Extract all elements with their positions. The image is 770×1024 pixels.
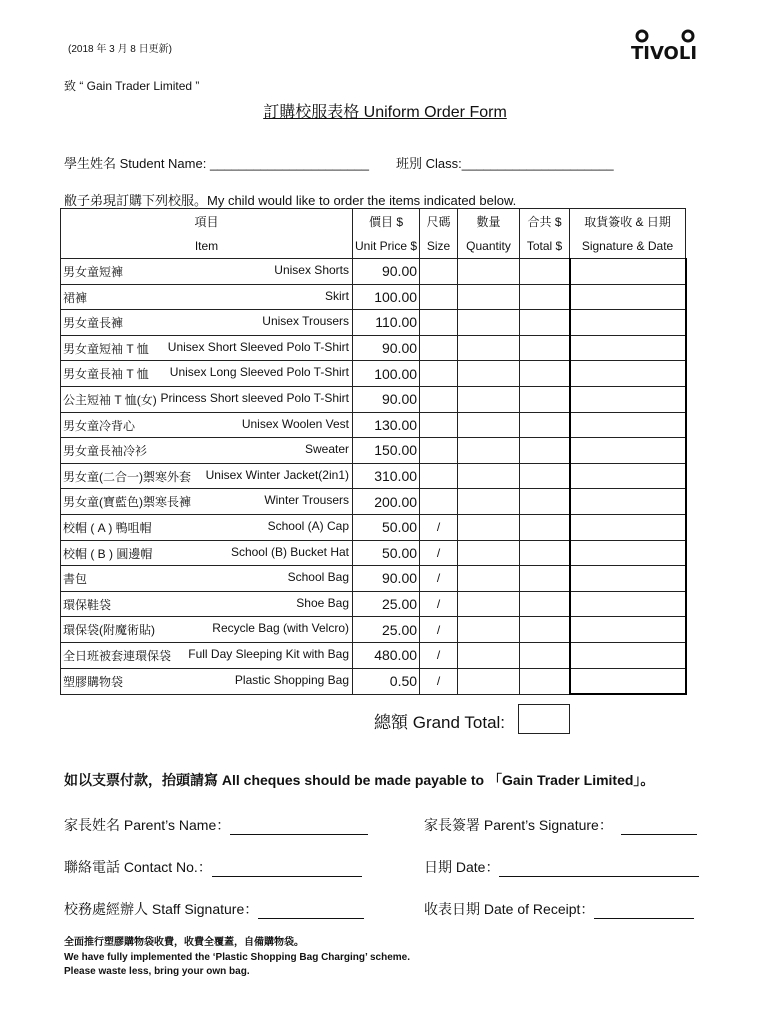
date-field[interactable]: 日期 Date： — [424, 857, 699, 877]
header-sig-en: Signature & Date — [570, 233, 686, 259]
signature-date-cell[interactable] — [570, 310, 686, 336]
signature-date-cell[interactable] — [570, 463, 686, 489]
table-row — [61, 514, 686, 540]
quantity-cell[interactable] — [458, 335, 520, 361]
size-cell[interactable] — [420, 284, 458, 310]
total-cell[interactable] — [520, 668, 570, 694]
item-name-en: Unisex Short Sleeved Polo T-Shirt — [167, 339, 349, 354]
table-row — [61, 284, 686, 310]
item-name-zh: 男女童(二合一)禦寒外套 — [63, 469, 191, 484]
total-cell[interactable] — [520, 335, 570, 361]
header-total-zh: 合共 $ — [520, 209, 570, 234]
quantity-cell[interactable] — [458, 463, 520, 489]
signature-date-cell[interactable] — [570, 540, 686, 566]
unit-price: 480.00 — [353, 642, 420, 668]
item-name-en: Recycle Bag (with Velcro) — [212, 621, 349, 636]
signature-date-cell[interactable] — [570, 591, 686, 617]
size-cell[interactable]: / — [420, 540, 458, 566]
signature-date-cell[interactable] — [570, 284, 686, 310]
size-cell[interactable] — [420, 386, 458, 412]
total-cell[interactable] — [520, 617, 570, 643]
item-name-zh: 環保袋(附魔術貼) — [63, 623, 155, 638]
size-cell[interactable]: / — [420, 642, 458, 668]
item-name-zh: 環保鞋袋 — [63, 597, 112, 612]
total-cell[interactable] — [520, 463, 570, 489]
footer-note-en-2: Please waste less, bring your own bag. — [64, 966, 250, 977]
size-cell[interactable]: / — [420, 566, 458, 592]
item-cell — [61, 591, 353, 617]
tivoli-logo — [618, 28, 710, 64]
size-cell[interactable] — [420, 259, 458, 285]
signature-date-cell[interactable] — [570, 668, 686, 694]
item-cell — [61, 566, 353, 592]
grand-total-label: 總額 Grand Total: — [374, 713, 506, 732]
item-name-en: School (B) Bucket Hat — [230, 544, 349, 559]
quantity-cell[interactable] — [458, 284, 520, 310]
table-row — [61, 259, 686, 285]
item-name-en: Skirt — [325, 288, 349, 303]
student-name-field[interactable]: 學生姓名 Student Name: ______________________ — [64, 156, 369, 171]
item-name-zh: 校帽 ( B ) 圓邊帽 — [63, 546, 153, 561]
header-price-en: Unit Price $ — [353, 233, 420, 259]
signature-date-cell[interactable] — [570, 259, 686, 285]
size-cell[interactable]: / — [420, 668, 458, 694]
item-cell — [61, 335, 353, 361]
size-cell[interactable] — [420, 335, 458, 361]
table-row — [61, 591, 686, 617]
signature-date-cell[interactable] — [570, 438, 686, 464]
header-qty-zh: 數量 — [458, 209, 520, 234]
unit-price: 90.00 — [353, 335, 420, 361]
item-name-zh: 全日班被套連環保袋 — [63, 648, 172, 663]
table-row — [61, 540, 686, 566]
item-name-en: Unisex Winter Jacket(2in1) — [205, 467, 349, 482]
table-row — [61, 361, 686, 387]
item-cell — [61, 284, 353, 310]
quantity-cell[interactable] — [458, 412, 520, 438]
item-name-en: Plastic Shopping Bag — [234, 672, 349, 687]
unit-price: 130.00 — [353, 412, 420, 438]
item-name-zh: 公主短袖 T 恤(女) — [63, 392, 157, 407]
signature-date-cell[interactable] — [570, 514, 686, 540]
item-name-en: Unisex Trousers — [262, 314, 349, 329]
header-sig-zh: 取貨簽收 & 日期 — [570, 209, 686, 234]
signature-date-cell[interactable] — [570, 566, 686, 592]
item-name-en: Princess Short sleeved Polo T-Shirt — [160, 390, 349, 405]
item-name-zh: 男女童長褲 — [63, 316, 124, 331]
quantity-cell[interactable] — [458, 386, 520, 412]
size-cell[interactable] — [420, 412, 458, 438]
unit-price: 150.00 — [353, 438, 420, 464]
table-row — [61, 335, 686, 361]
item-name-zh: 裙褲 — [63, 290, 88, 305]
quantity-cell[interactable] — [458, 617, 520, 643]
item-name-zh: 男女童冷背心 — [63, 418, 136, 433]
total-cell[interactable] — [520, 284, 570, 310]
signature-date-cell[interactable] — [570, 642, 686, 668]
item-cell — [61, 386, 353, 412]
parent-signature-field[interactable]: 家長簽署 Parent’s Signature： — [424, 815, 697, 835]
unit-price: 90.00 — [353, 386, 420, 412]
table-row — [61, 566, 686, 592]
form-title: 訂購校服表格 Uniform Order Form — [263, 104, 507, 121]
updated-date: (2018 年 3 月 8 日更新) — [68, 44, 172, 55]
size-cell[interactable] — [420, 438, 458, 464]
quantity-cell[interactable] — [458, 310, 520, 336]
item-name-en: Winter Trousers — [264, 493, 349, 508]
parent-name-field[interactable]: 家長姓名 Parent’s Name： — [64, 815, 368, 835]
unit-price: 25.00 — [353, 591, 420, 617]
item-name-en: School (A) Cap — [267, 518, 349, 533]
unit-price: 200.00 — [353, 489, 420, 515]
quantity-cell[interactable] — [458, 642, 520, 668]
unit-price: 90.00 — [353, 259, 420, 285]
recipient: 致 “ Gain Trader Limited ” — [64, 79, 200, 93]
item-cell — [61, 259, 353, 285]
total-cell[interactable] — [520, 514, 570, 540]
unit-price: 100.00 — [353, 361, 420, 387]
size-cell[interactable] — [420, 489, 458, 515]
size-cell[interactable]: / — [420, 514, 458, 540]
quantity-cell[interactable] — [458, 514, 520, 540]
unit-price: 100.00 — [353, 284, 420, 310]
total-cell[interactable] — [520, 540, 570, 566]
table-row — [61, 668, 686, 694]
item-name-en: Unisex Long Sleeved Polo T-Shirt — [169, 365, 349, 380]
quantity-cell[interactable] — [458, 438, 520, 464]
item-cell — [61, 412, 353, 438]
size-cell[interactable]: / — [420, 617, 458, 643]
contact-field[interactable]: 聯絡電話 Contact No.： — [64, 857, 362, 877]
item-cell — [61, 617, 353, 643]
item-cell — [61, 514, 353, 540]
total-cell[interactable] — [520, 591, 570, 617]
footer-note-zh: 全面推行塑膠購物袋收費，收費全覆蓋，自備購物袋。 — [64, 937, 304, 948]
header-price-zh: 價目 $ — [353, 209, 420, 234]
signature-date-cell[interactable] — [570, 335, 686, 361]
item-cell — [61, 540, 353, 566]
table-row — [61, 386, 686, 412]
item-name-zh: 男女童長袖冷衫 — [63, 444, 148, 459]
item-name-zh: 男女童長袖 T 恤 — [63, 367, 149, 382]
quantity-cell[interactable] — [458, 540, 520, 566]
table-row — [61, 438, 686, 464]
quantity-cell[interactable] — [458, 489, 520, 515]
total-cell[interactable] — [520, 386, 570, 412]
size-cell[interactable] — [420, 361, 458, 387]
item-name-zh: 男女童短袖 T 恤 — [63, 341, 149, 356]
item-name-en: Full Day Sleeping Kit with Bag — [188, 646, 349, 661]
total-cell[interactable] — [520, 259, 570, 285]
footer-note-en-1: We have fully implemented the ‘Plastic Shopping Bag Charging’ scheme. — [64, 952, 411, 963]
header-total-en: Total $ — [520, 233, 570, 259]
item-name-en: Shoe Bag — [296, 595, 349, 610]
unit-price: 25.00 — [353, 617, 420, 643]
size-cell[interactable] — [420, 310, 458, 336]
total-cell[interactable] — [520, 489, 570, 515]
item-name-en: Sweater — [304, 442, 349, 457]
table-header-row-zh — [61, 209, 686, 234]
unit-price: 110.00 — [353, 310, 420, 336]
item-name-zh: 男女童短褲 — [63, 265, 124, 279]
size-cell[interactable]: / — [420, 591, 458, 617]
header-item-en: Item — [61, 233, 353, 259]
table-header-row-en — [61, 233, 686, 259]
signature-date-cell[interactable] — [570, 412, 686, 438]
item-cell — [61, 310, 353, 336]
quantity-cell[interactable] — [458, 259, 520, 285]
unit-price: 90.00 — [353, 566, 420, 592]
header-item-zh: 項目 — [61, 209, 353, 234]
class-field[interactable]: 班別 Class:_____________________ — [396, 156, 614, 171]
table-row — [61, 489, 686, 515]
item-name-en: Unisex Shorts — [274, 263, 349, 277]
order-table — [60, 208, 687, 695]
item-name-zh: 男女童(寶藍色)禦寒長褲 — [63, 495, 191, 510]
table-row — [61, 642, 686, 668]
item-cell — [61, 463, 353, 489]
order-note: 敝子弟現訂購下列校服。My child would like to order the items indicated below. — [64, 193, 517, 208]
signature-date-cell[interactable] — [570, 386, 686, 412]
total-cell[interactable] — [520, 642, 570, 668]
grand-total-box[interactable] — [518, 704, 570, 734]
item-name-zh: 書包 — [63, 572, 88, 587]
unit-price: 0.50 — [353, 668, 420, 694]
signature-date-cell[interactable] — [570, 361, 686, 387]
quantity-cell[interactable] — [458, 361, 520, 387]
total-cell[interactable] — [520, 438, 570, 464]
table-row — [61, 412, 686, 438]
item-cell — [61, 668, 353, 694]
header-qty-en: Quantity — [458, 233, 520, 259]
quantity-cell[interactable] — [458, 591, 520, 617]
unit-price: 50.00 — [353, 514, 420, 540]
table-row — [61, 310, 686, 336]
item-name-zh: 塑膠購物袋 — [63, 674, 124, 689]
total-cell[interactable] — [520, 412, 570, 438]
total-cell[interactable] — [520, 566, 570, 592]
header-size-en: Size — [420, 233, 458, 259]
logo-text: TIVOLI — [630, 43, 698, 64]
item-cell — [61, 438, 353, 464]
staff-signature-field[interactable]: 校務處經辦人 Staff Signature： — [64, 899, 364, 919]
cheque-note: 如以支票付款，抬頭請寫 All cheques should be made payable to 「Gain Trader Limited」。 — [64, 772, 655, 788]
signature-date-cell[interactable] — [570, 489, 686, 515]
item-cell — [61, 642, 353, 668]
quantity-cell[interactable] — [458, 566, 520, 592]
total-cell[interactable] — [520, 310, 570, 336]
unit-price: 310.00 — [353, 463, 420, 489]
table-row — [61, 617, 686, 643]
item-cell — [61, 489, 353, 515]
item-cell — [61, 361, 353, 387]
quantity-cell[interactable] — [458, 668, 520, 694]
size-cell[interactable] — [420, 463, 458, 489]
signature-date-cell[interactable] — [570, 617, 686, 643]
unit-price: 50.00 — [353, 540, 420, 566]
total-cell[interactable] — [520, 361, 570, 387]
item-name-en: Unisex Woolen Vest — [241, 416, 349, 431]
table-row — [61, 463, 686, 489]
item-name-en: School Bag — [287, 570, 349, 585]
item-name-zh: 校帽 ( A ) 鴨咀帽 — [63, 520, 152, 535]
header-size-zh: 尺碼 — [420, 209, 458, 234]
receipt-date-field[interactable]: 收表日期 Date of Receipt： — [424, 899, 694, 919]
